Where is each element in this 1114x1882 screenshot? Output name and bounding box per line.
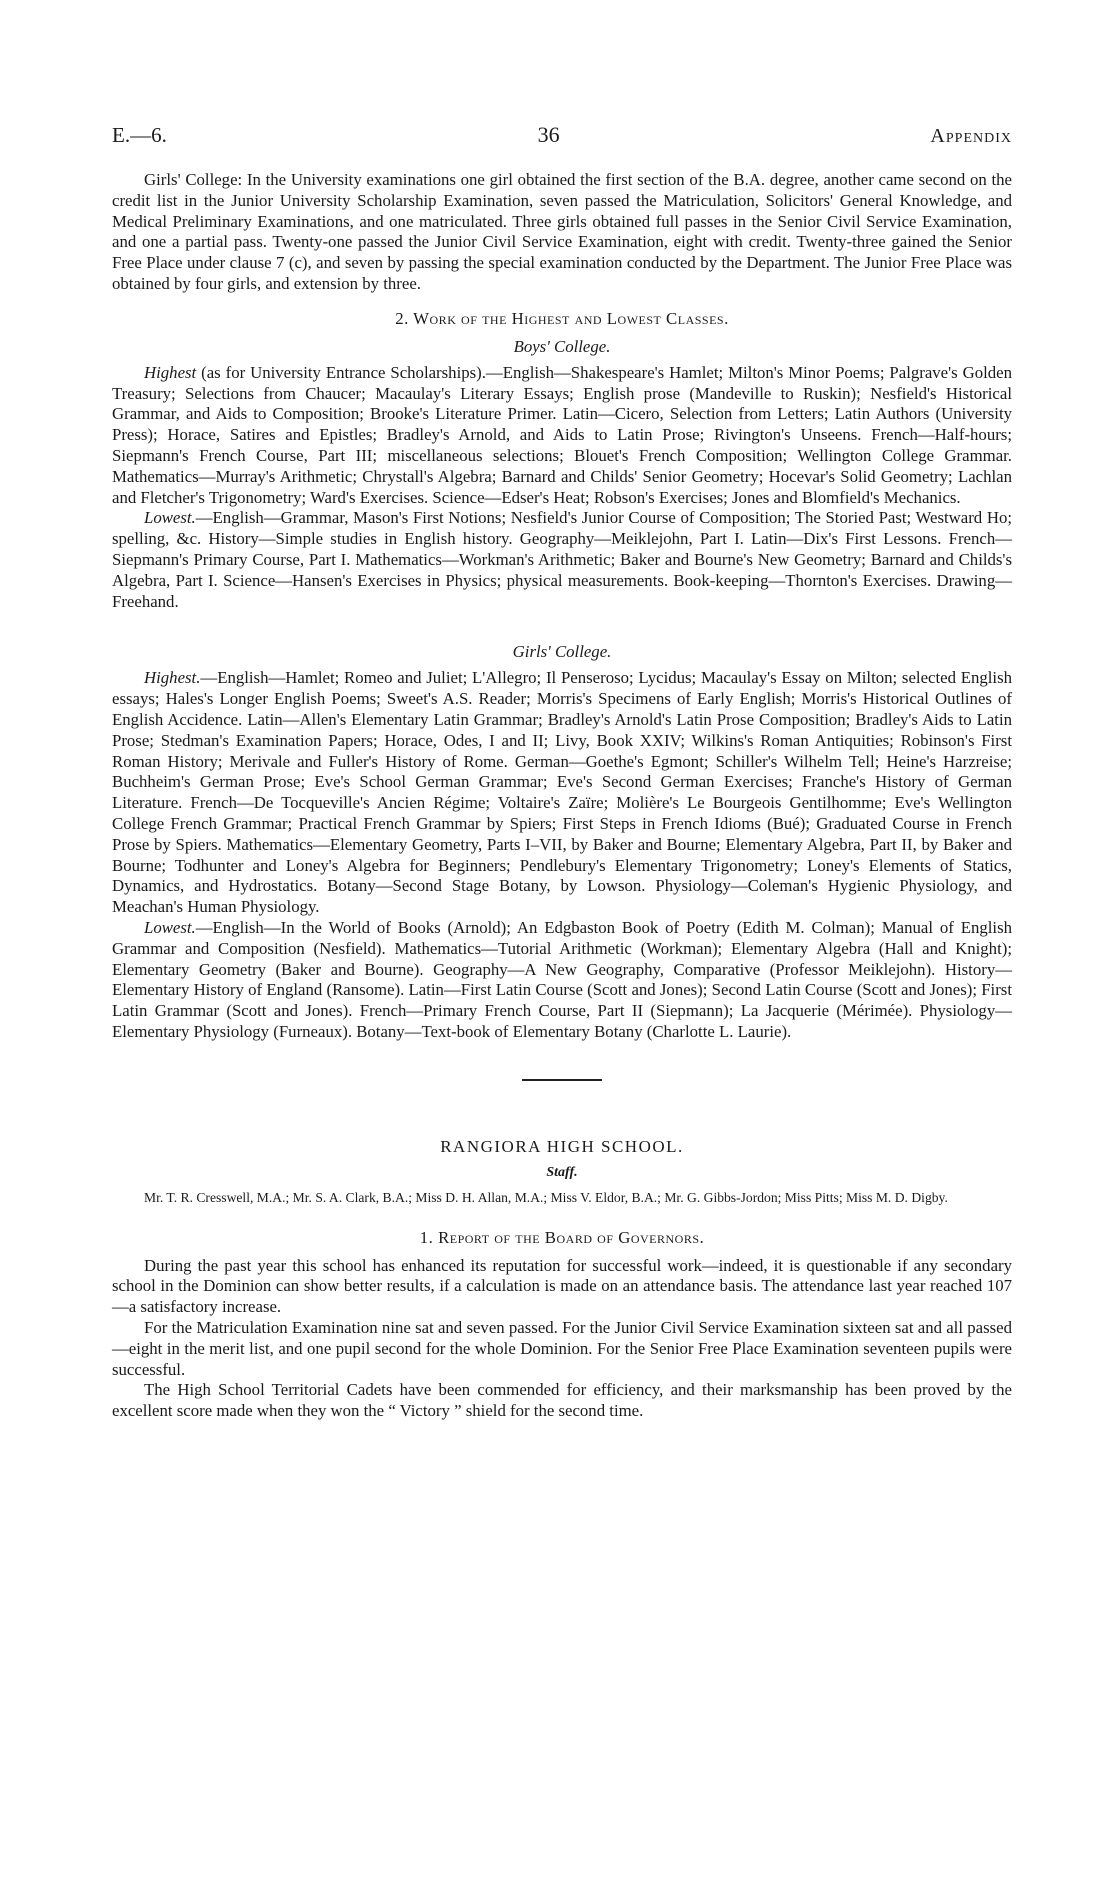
girls-college-results-paragraph: Girls' College: In the University examinations one girl obtained the first section of the B.A. degree, another came second on the credit list in the Junior University Scholarship Examination, seven passed the Matriculation, Solicitors' General Knowledge, and Medical Preliminary Examinations, and one matriculated. Three girls obtained full passes in the Senior Civil Service Examination, and one a partial pass. Twenty-one passed the Junior Civil Service Examination, eight with credit. Twenty-three gained the Senior Free Place under clause 7 (c), and seven by passing the special examination conducted by the Department. The Junior Free Place was obtained by four girls, and extension by three. (112, 170, 1012, 293)
page-number: 36 (537, 122, 560, 147)
report-paragraph: The High School Territorial Cadets have been commended for efficiency, and their marksmanship has been proved by the excellent score made when they won the “ Victory ” shield for the second time. (112, 1380, 1012, 1421)
header-right: Appendix (930, 125, 1012, 147)
boys-highest-paragraph (112, 363, 1012, 509)
running-head (112, 122, 1012, 148)
boys-highest-label: Highest (144, 362, 197, 382)
report-paragraph: During the past year this school has enhanced its reputation for successful work—indeed, it is questionable if any secondary school in the Dominion can show better results, if a calculation is made on an attendance basis. The attendance last year reached 107—a satisfactory increase. (112, 1255, 1012, 1317)
report-paragraph: For the Matriculation Examination nine sat and seven passed. For the Junior Civil Service Examination sixteen sat and all passed—eight in the merit list, and one pupil second for the whole Dominion. For the Senior Free Place Examination seventeen pupils were successful. (112, 1318, 1012, 1379)
girls-lowest-text: —English—In the World of Books (Arnold); An Edgbaston Book of Poetry (Edith M. Colman); Manual of English Grammar and Composition (Nesfield). Mathematics—Tutorial Arithmetic (Workman); Elementary Algebra (Hall and Knight); Elementary Geometry (Baker and Bourne). Geography—A New Geography, Comparative (Professor Meiklejohn). History—Elementary History of England (Ransome). Latin—First Latin Course (Scott and Jones); Second Latin Course (Scott and Jones); First Latin Grammar (Scott and Jones). French—Primary French Course, Part II (Siepmann); La Jacquerie (Mérimée). Physiology—Elementary Physiology (Furneaux). Botany—Text-book of Elementary Botany (Charlotte L. Laurie). (112, 917, 1012, 1041)
boys-lowest-text: —English—Grammar, Mason's First Notions; Nesfield's Junior Course of Composition; The Storied Past; Westward Ho; spelling, &c. History—Simple studies in English history. Geography—Meiklejohn, Part I. Latin—Dix's First Lessons. French—Siepmann's Primary Course, Part I. Mathematics—Workman's Arithmetic; Baker and Bourne's New Geometry; Barnard and Childs's Algebra, Part I. Science—Hansen's Exercises in Physics; physical measurements. Book-keeping—Thornton's Exercises. Drawing—Freehand. (112, 508, 1012, 611)
girls-highest-text: —English—Hamlet; Romeo and Juliet; L'Allegro; Il Penseroso; Lycidus; Macaulay's Essay on Milton; selected English essays; Hales's Longer English Poems; Sweet's A.S. Reader; Morris's Specimens of Early English; Morris's Historical Outlines of English Accidence. Latin—Allen's Elementary Latin Grammar; Bradley's Arnold's Latin Prose Composition; Bradley's Aids to Latin Prose; Stedman's Examination Papers; Horace, Odes, I and II; Livy, Book XXIV; Wilkins's Roman Antiquities; Robinson's First Roman History; Merivale and Fuller's History of Rome. German—Goethe's Egmont; Schiller's Wilhelm Tell; Heine's Harzreise; Buchheim's German Prose; Eve's School German Grammar; Eve's Second German Exercises; Franche's History of German Literature. French—De Tocqueville's Ancien Régime; Voltaire's Zaïre; Molière's Le Bourgeois Gentilhomme; Eve's Wellington College French Grammar; Practical French Grammar by Spiers; First Steps in French Idioms (Bué); Graduated Course in French Prose by Spiers. Mathematics—Elementary Geometry, Parts I–VII, by Baker and Bourne; Elementary Algebra, Part II, by Baker and Bourne; Todhunter and Loney's Algebra for Beginners; Pendlebury's Elementary Trigonometry; Loney's Elements of Statics, Dynamics, and Hydrostatics. Botany—Second Stage Botany, by Lowson. Physiology—Coleman's Hygienic Physiology, and Meachan's Human Physiology. (112, 668, 1012, 917)
girls-lowest-label: Lowest. (144, 917, 196, 937)
girls-lowest-paragraph (112, 918, 1012, 1043)
document-page (112, 122, 1012, 1422)
header-left: E.—6. (112, 123, 167, 147)
boys-lowest-paragraph (112, 508, 1012, 612)
board-report-heading: 1. Report of the Board of Governors. (419, 1227, 705, 1247)
section-heading-work-classes: 2. Work of the Highest and Lowest Classes. (395, 308, 729, 328)
staff-heading: Staff. (546, 1164, 578, 1180)
boys-college-heading: Boys' College. (513, 336, 611, 356)
boys-highest-text: (as for University Entrance Scholarships).—English—Shakespeare's Hamlet; Milton's Minor Poems; Palgrave's Golden Treasury; Selections from Chaucer; Macaulay's Literary Essays; English prose (Mandeville to Ruskin); Nesfield's Historical Grammar, and Aids to Composition; Brooke's Literature Primer. Latin—Cicero, Selection from Letters; Latin Authors (University Press); Horace, Satires and Epistles; Bradley's Arnold, and Aids to Latin Prose; Rivington's Unseens. French—Half-hours; Siepmann's French Course, Part III; miscellaneous selections; Blouet's French Composition; Wellington College Grammar. Mathematics—Murray's Arithmetic; Chrystall's Algebra; Barnard and Childs' Senior Geometry; Hocevar's Solid Geometry; Lachlan and Fletcher's Trigonometry; Ward's Exercises. Science—Edser's Heat; Robson's Exercises; Jones and Blomfield's Mechanics. (112, 362, 1012, 507)
staff-list: Mr. T. R. Cresswell, M.A.; Mr. S. A. Clark, B.A.; Miss D. H. Allan, M.A.; Miss V. Eldor, B.A.; Mr. G. Gibbs-Jordon; Miss Pitts; Miss M. D. Digby. (144, 1189, 948, 1205)
boys-lowest-label: Lowest. (144, 508, 196, 528)
rangiora-school-title: RANGIORA HIGH SCHOOL. (440, 1136, 684, 1156)
section-divider (522, 1079, 602, 1081)
girls-highest-label: Highest. (144, 668, 201, 688)
girls-highest-paragraph (112, 668, 1012, 918)
girls-college-heading: Girls' College. (512, 642, 612, 662)
